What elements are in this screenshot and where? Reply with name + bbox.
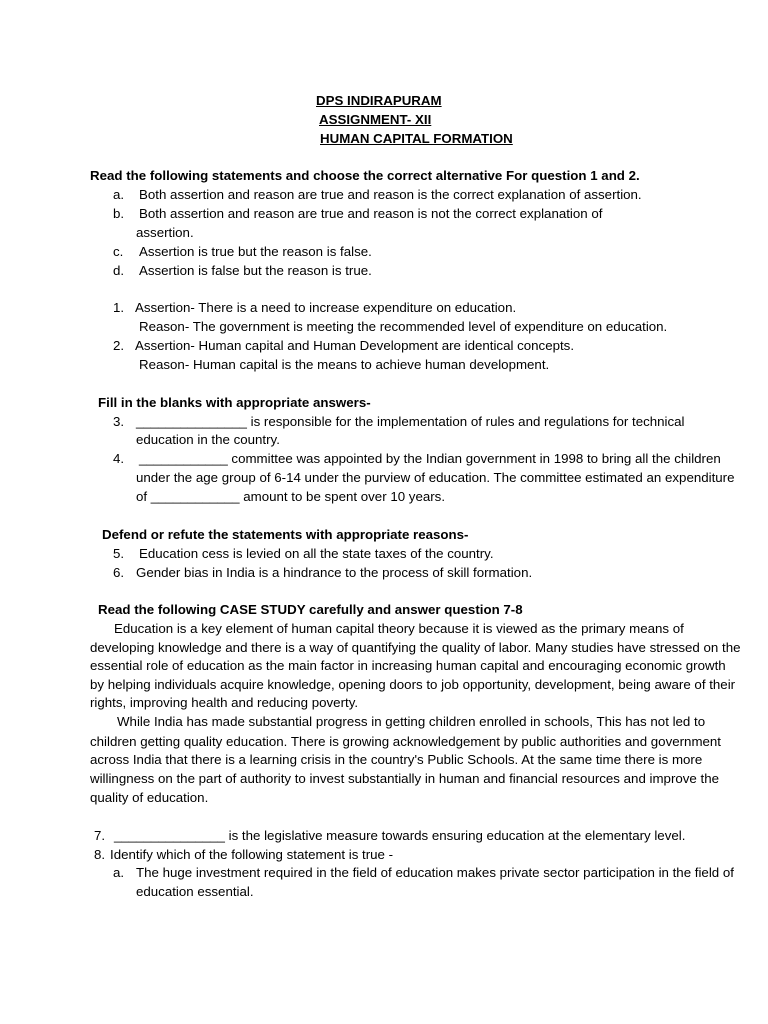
reason-text: Reason- The government is meeting the recommended level of expenditure on education.	[139, 319, 668, 334]
case-study-line: across India that there is a learning crisis in the country's Public Schools. At the same time there is more	[90, 752, 703, 767]
question-text: _______________ is responsible for the implementation of rules and regulations for technical	[136, 414, 685, 429]
question-text: Gender bias in India is a hindrance to the process of skill formation.	[136, 565, 533, 580]
question-text: Identify which of the following statement is true -	[110, 847, 394, 862]
question-text: under the age group of 6-14 under the purview of education. The committee estimated an expenditure	[136, 470, 735, 485]
question-text: of ____________ amount to be spent over 10 years.	[136, 489, 446, 504]
case-study-line: rights, improving health and reducing poverty.	[90, 695, 359, 710]
school-name: DPS INDIRAPURAM	[316, 93, 442, 108]
option-text: Both assertion and reason are true and reason is not the correct explanation of	[139, 206, 603, 221]
option-marker: b.	[113, 206, 125, 221]
case-study-line: developing knowledge and there is a way of quantifying the quality of labor. Many studies have stressed on the	[90, 640, 741, 655]
section3-heading: Defend or refute the statements with appropriate reasons-	[102, 527, 469, 542]
option-marker: a.	[113, 187, 125, 202]
option-text: The huge investment required in the field of education makes private sector participation in the field of	[136, 865, 734, 880]
assertion-text: Assertion- There is a need to increase expenditure on education.	[135, 300, 517, 315]
option-text: assertion.	[136, 225, 194, 240]
option-text: Assertion is false but the reason is true.	[139, 263, 372, 278]
case-study-line: by helping individuals acquire knowledge, opening doors to job opportunity, development, being aware of their	[90, 677, 736, 692]
question-marker: 2.	[113, 338, 125, 353]
option-text: Both assertion and reason are true and reason is the correct explanation of assertion.	[139, 187, 642, 202]
assignment-topic: HUMAN CAPITAL FORMATION	[320, 131, 513, 146]
question-marker: 4.	[113, 451, 125, 466]
option-marker: d.	[113, 263, 125, 278]
assertion-text: Assertion- Human capital and Human Development are identical concepts.	[135, 338, 575, 353]
question-text: ____________ committee was appointed by the Indian government in 1998 to bring all the children	[139, 451, 721, 466]
section1-instruction: Read the following statements and choose the correct alternative For question 1 and 2.	[90, 168, 640, 183]
question-marker: 5.	[113, 546, 125, 561]
question-text: _______________ is the legislative measure towards ensuring education at the elementary level.	[114, 828, 686, 843]
reason-text: Reason- Human capital is the means to achieve human development.	[139, 357, 550, 372]
option-text: Assertion is true but the reason is false.	[139, 244, 372, 259]
case-study-line: children getting quality education. There is growing acknowledgement by public authorities and government	[90, 734, 721, 749]
question-marker: 8.	[94, 847, 106, 862]
question-marker: 6.	[113, 565, 125, 580]
option-marker: a.	[113, 865, 125, 880]
case-study-line: quality of education.	[90, 790, 209, 805]
question-marker: 7.	[94, 828, 106, 843]
question-text: Education cess is levied on all the state taxes of the country.	[139, 546, 494, 561]
question-marker: 3.	[113, 414, 125, 429]
question-marker: 1.	[113, 300, 125, 315]
option-text: education essential.	[136, 884, 254, 899]
case-study-line: Education is a key element of human capital theory because it is viewed as the primary means of	[114, 621, 684, 636]
option-marker: c.	[113, 244, 124, 259]
question-text: education in the country.	[136, 432, 280, 447]
section4-heading: Read the following CASE STUDY carefully and answer question 7-8	[98, 602, 523, 617]
case-study-line: willingness on the part of authority to invest substantially in human and financial resources and improve the	[90, 771, 719, 786]
section2-heading: Fill in the blanks with appropriate answers-	[98, 395, 371, 410]
case-study-line: essential role of education as the main factor in increasing human capital and encouraging economic growth	[90, 658, 726, 673]
assignment-number: ASSIGNMENT- XII	[319, 112, 432, 127]
case-study-line: While India has made substantial progress in getting children enrolled in schools, This has not led to	[117, 714, 706, 729]
